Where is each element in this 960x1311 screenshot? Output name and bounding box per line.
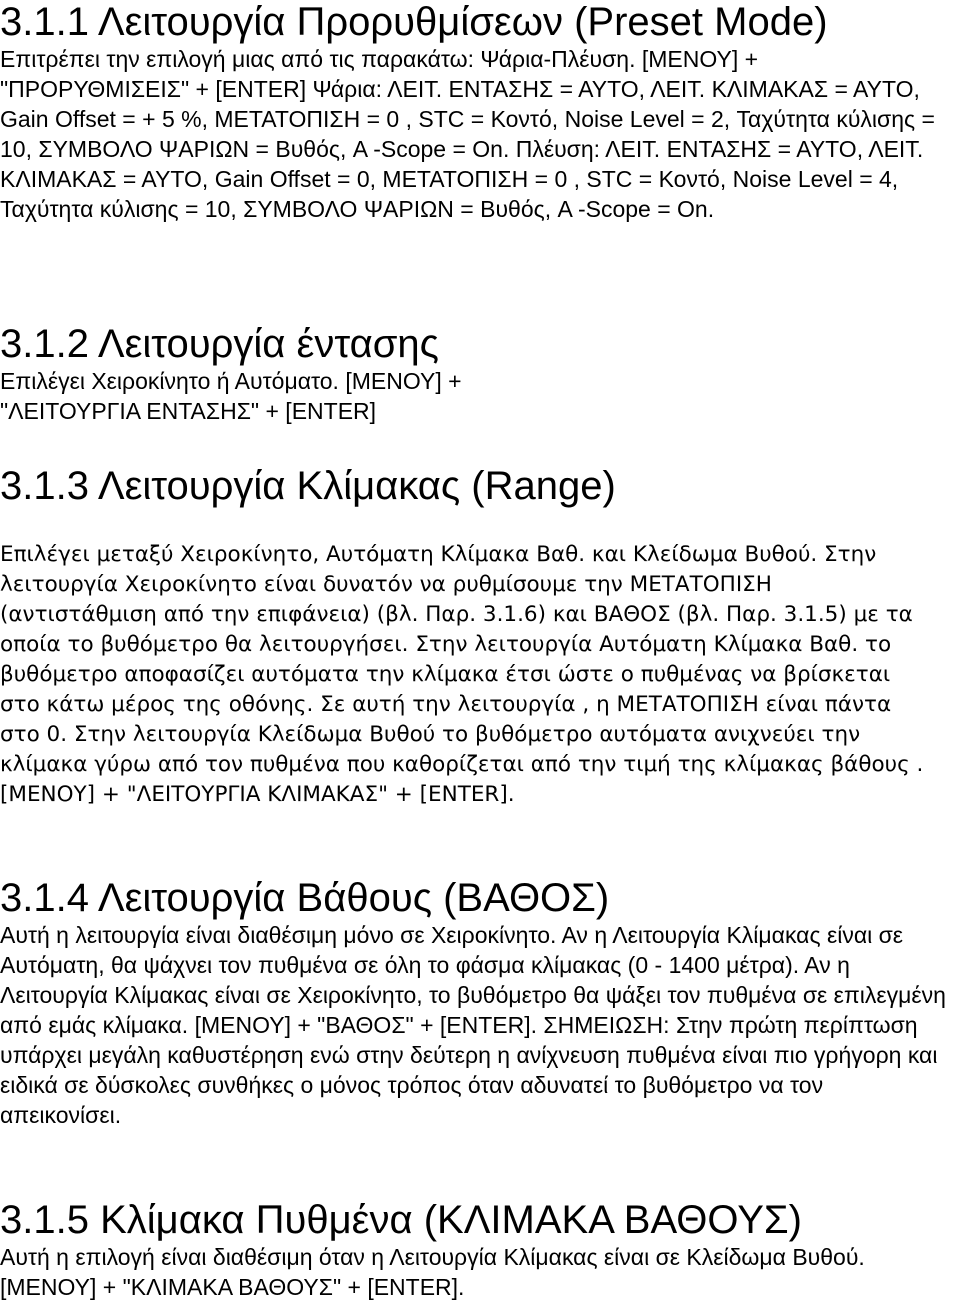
section-heading: 3.1.1 Λειτουργία Προρυθμίσεων (Preset Mode) <box>0 0 828 44</box>
section-heading: 3.1.2 Λειτουργία έντασης <box>0 322 439 366</box>
section-body: Επιλέγει Χειροκίνητο ή Αυτόματο. [ΜΕΝΟΥ] + "ΛΕΙΤΟΥΡΓΙΑ ΕΝΤΑΣΗΣ" + [ENTER] <box>0 368 462 424</box>
section-depth-mode <box>0 876 960 1130</box>
section-range-mode <box>0 464 960 810</box>
section-heading: 3.1.3 Λειτουργία Κλίμακας (Range) <box>0 464 616 508</box>
section-body: Επιτρέπει την επιλογή μιας από τις παρακάτω: Ψάρια-Πλέυση. [ΜΕΝΟΥ] + "ΠΡΟΡΥΘΜΙΣΕΙΣ" + [ENTER] Ψάρια: ΛΕΙΤ. ΕΝΤΑΣΗΣ = ΑΥΤΟ, ΛΕΙΤ. ΚΛΙΜΑΚΑΣ = ΑΥΤΟ, Gain Offset = + 5 %, ΜΕΤΑΤΟΠΙΣΗ = 0 , STC = Κοντό, Noise Level = 2, Ταχύτητα κύλισης = 10, ΣΥΜΒΟΛΟ ΨΑΡΙΩΝ = Βυθός, A -Scope = On. Πλέυση: ΛΕΙΤ. ΕΝΤΑΣΗΣ = ΑΥΤΟ, ΛΕΙΤ. ΚΛΙΜΑΚΑΣ = ΑΥΤΟ, Gain Offset = 0, ΜΕΤΑΤΟΠΙΣΗ = 0 , STC = Κοντό, Noise Level = 4, Ταχύτητα κύλισης = 10, ΣΥΜΒΟΛΟ ΨΑΡΙΩΝ = Βυθός, A -Scope = On. <box>0 46 935 222</box>
section-bottom-range <box>0 1198 960 1302</box>
section-body: Αυτή η επιλογή είναι διαθέσιμη όταν η Λειτουργία Κλίμακας είναι σε Κλείδωμα Βυθού. [ΜΕΝΟΥ] + "ΚΛΙΜΑΚΑ ΒΑΘΟΥΣ" + [ENTER]. <box>0 1244 865 1300</box>
section-preset-mode <box>0 0 960 224</box>
section-gain-mode <box>0 322 960 426</box>
section-body: Αυτή η λειτουργία είναι διαθέσιμη μόνο σε Χειροκίνητο. Αν η Λειτουργία Κλίμακας είναι σε Αυτόματη, θα ψάχνει τον πυθμένα σε όλη το φάσμα κλίμακας (0 - 1400 μέτρα). Αν η Λειτουργία Κλίμακας είναι σε Χειροκίνητο, το βυθόμετρο θα ψάξει τον πυθμένα σε επιλεγμένη από εμάς κλίμακα. [ΜΕΝΟΥ] + "ΒΑΘΟΣ" + [ENTER]. ΣΗΜΕΙΩΣΗ: Στην πρώτη περίπτωση υπάρχει μεγάλη καθυστέρηση ενώ στην δεύτερη η ανίχνευση πυθμένα είναι πιο γρήγορη και ειδικά σε δύσκολες συνθήκες ο μόνος τρόπος όταν αδυνατεί το βυθόμετρο να τον απεικονίσει. <box>0 922 946 1128</box>
section-body: Επιλέγει μεταξύ Χειροκίνητο, Αυτόματη Κλίμακα Βαθ. και Κλείδωμα Βυθού. Στην λειτουργία Χειροκίνητο είναι δυνατόν να ρυθμίσουμε την ΜΕΤΑΤΟΠΙΣΗ (αντιστάθμιση από την επιφάνεια) (βλ. Παρ. 3.1.6) και ΒΑΘΟΣ (βλ. Παρ. 3.1.5) με τα οποία το βυθόμετρο θα λειτουργήσει. Στην λειτουργία Αυτόματη Κλίμακα Βαθ. το βυθόμετρο αποφασίζει αυτόματα την κλίμακα έτσι ώστε ο πυθμένας να βρίσκεται στο κάτω μέρος της οθόνης. Σε αυτή την λειτουργία , η ΜΕΤΑΤΟΠΙΣΗ είναι πάντα στο 0. Στην λειτουργία Κλείδωμα Βυθού το βυθόμετρο αυτόματα ανιχνεύει την κλίμακα γύρω από τον πυθμένα που καθορίζεται από την τιμή της κλίμακας βάθους . [ΜΕΝΟΥ] + "ΛΕΙΤΟΥΡΓΙΑ ΚΛΙΜΑΚΑΣ" + [ENTER]. <box>0 542 924 807</box>
section-heading: 3.1.5 Κλίμακα Πυθμένα (ΚΛΙΜΑΚΑ ΒΑΘΟΥΣ) <box>0 1198 802 1242</box>
section-heading: 3.1.4 Λειτουργία Βάθους (ΒΑΘΟΣ) <box>0 876 610 920</box>
